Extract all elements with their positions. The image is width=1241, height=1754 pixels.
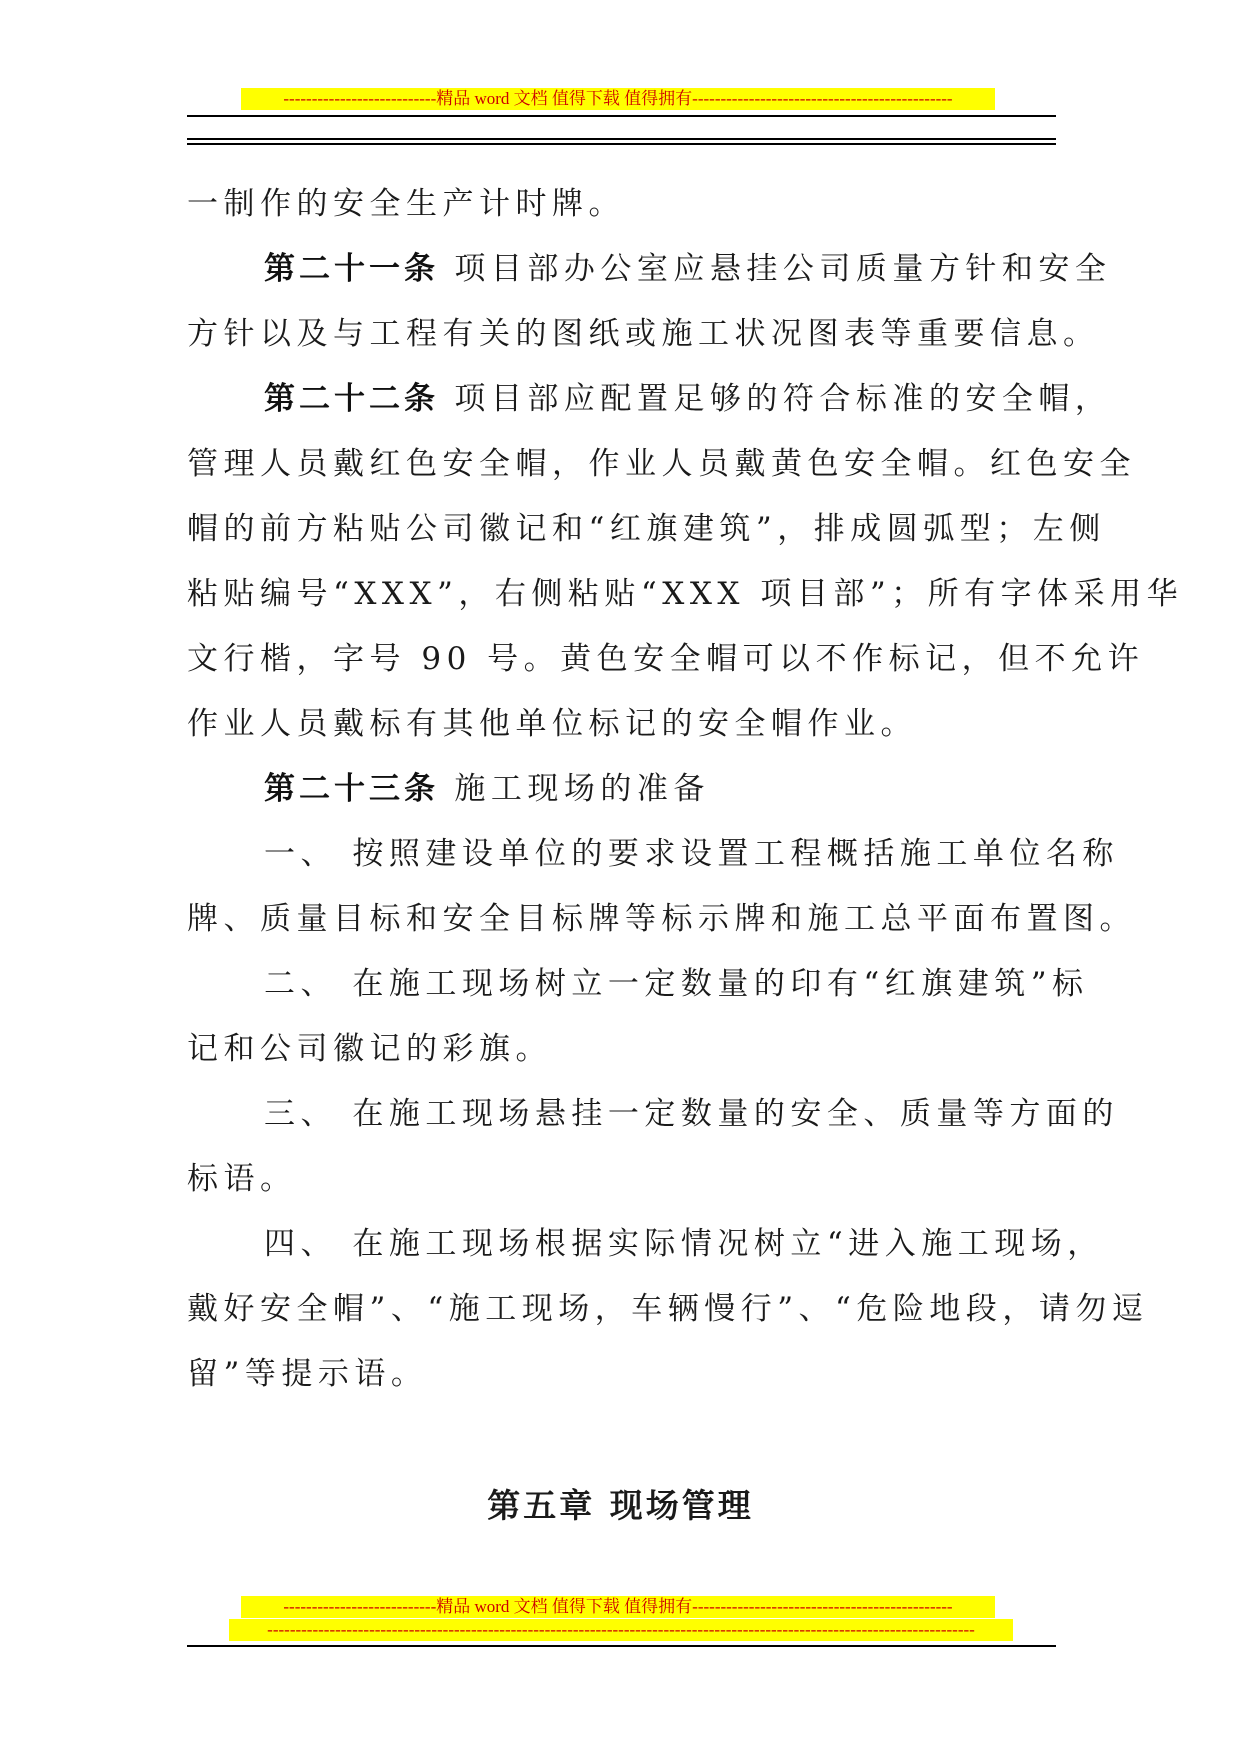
article-text: 项目部应配置足够的符合标准的安全帽， [454,381,1112,417]
header-rule-thin [187,115,1056,117]
article-label: 第二十二条 [264,381,439,417]
footer-dash-line: ----------------------------------------------------------------------------------------------------------------------------- [229,1619,1013,1641]
footer-rule [187,1645,1056,1647]
article-label: 第二十三条 [264,771,439,807]
article-22 [264,379,1112,419]
header-banner: ---------------------------精品 word 文档 值得下载 值得拥有---------------------------------------------- [241,88,995,110]
list-item-4: 四、 在施工现场根据实际情况树立“进入施工现场， [264,1226,1104,1262]
header-rule-double-top [187,138,1056,140]
article-21 [264,249,1112,289]
paragraph-line: 一制作的安全生产计时牌。 [187,186,625,222]
list-item-2: 二、 在施工现场树立一定数量的印有“红旗建筑”标 [264,966,1089,1002]
list-item-3: 三、 在施工现场悬挂一定数量的安全、质量等方面的 [264,1096,1119,1132]
paragraph-line: 牌、质量目标和安全目标牌等标示牌和施工总平面布置图。 [187,901,1136,937]
paragraph-line: 记和公司徽记的彩旗。 [187,1031,552,1067]
paragraph-line: 留”等提示语。 [187,1356,428,1392]
paragraph-line: 标语。 [187,1161,297,1197]
list-item-1: 一、 按照建设单位的要求设置工程概括施工单位名称 [264,836,1119,872]
article-text: 施工现场的准备 [454,771,710,807]
paragraph-line: 帽的前方粘贴公司徽记和“红旗建筑”，排成圆弧型；左侧 [187,511,1106,547]
paragraph-line: 管理人员戴红色安全帽，作业人员戴黄色安全帽。红色安全 [187,446,1136,482]
paragraph-line: 粘贴编号“XXX”，右侧粘贴“XXX 项目部”；所有字体采用华 [187,576,1184,612]
article-label: 第二十一条 [264,251,439,287]
footer-banner: ---------------------------精品 word 文档 值得下载 值得拥有---------------------------------------------- [241,1596,995,1618]
paragraph-line: 戴好安全帽”、“施工现场，车辆慢行”、“危险地段，请勿逗 [187,1291,1149,1327]
article-text: 项目部办公室应悬挂公司质量方针和安全 [454,251,1112,287]
article-23 [264,769,1053,809]
paragraph-line: 作业人员戴标有其他单位标记的安全帽作业。 [187,706,917,742]
header-rule-double-bottom [187,143,1056,145]
paragraph-line: 文行楷，字号 90 号。黄色安全帽可以不作标记，但不允许 [187,641,1145,677]
chapter-title: 第五章 现场管理 [487,1486,754,1525]
paragraph-line: 方针以及与工程有关的图纸或施工状况图表等重要信息。 [187,316,1100,352]
